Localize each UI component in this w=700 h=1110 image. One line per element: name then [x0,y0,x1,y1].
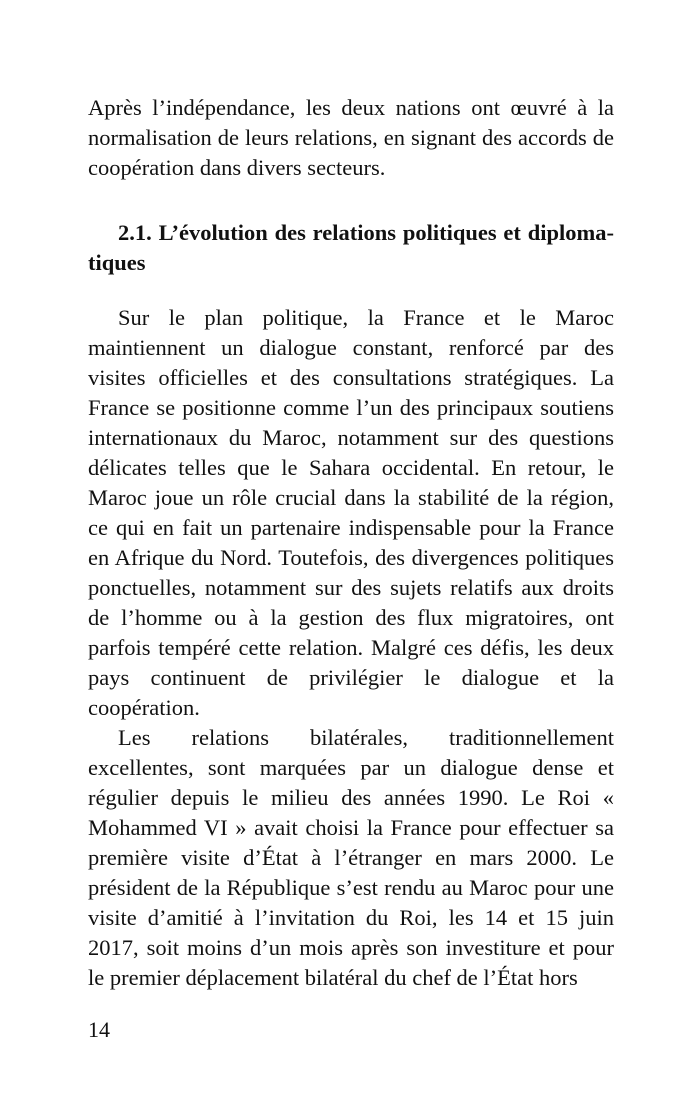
page-number: 14 [88,1017,110,1042]
body-text [88,303,614,993]
section-heading: 2.1. L’évolution des relations politiques et diploma-tiques [88,220,614,275]
body-paragraph-2: Les relations bilatérales, traditionnellement excellentes, sont marquées par un dialogue dense et régulier depuis le milieu des années 1990. Le Roi « Mohammed VI » avait choisi la France pour effectuer sa première visite d’État à l’étranger en mars 2000. Le président de la République s’est rendu au Maroc pour une visite d’amitié à l’invitation du Roi, les 14 et 15 juin 2017, soit moins d’un mois après son investiture et pour le premier déplacement bilatéral du chef de l’État hors [88,725,614,990]
body-paragraph-1: Sur le plan politique, la France et le Maroc maintiennent un dialogue constant, renforcé par des visites officielles et des consultations stratégiques. La France se positionne comme l’un des principaux soutiens internationaux du Maroc, notamment sur des questions délicates telles que le Sahara occidental. En retour, le Maroc joue un rôle crucial dans la stabilité de la région, ce qui en fait un partenaire indispensable pour la France en Afrique du Nord. Toutefois, des divergences politiques ponctuelles, notamment sur des sujets relatifs aux droits de l’homme ou à la gestion des flux migratoires, ont parfois tempéré cette relation. Malgré ces défis, les deux pays continuent de privilégier le dialogue et la coopération. [88,305,614,720]
intro-paragraph: Après l’indépendance, les deux nations ont œuvré à la normalisation de leurs relations, en signant des accords de coopération dans divers secteurs. [88,95,614,180]
